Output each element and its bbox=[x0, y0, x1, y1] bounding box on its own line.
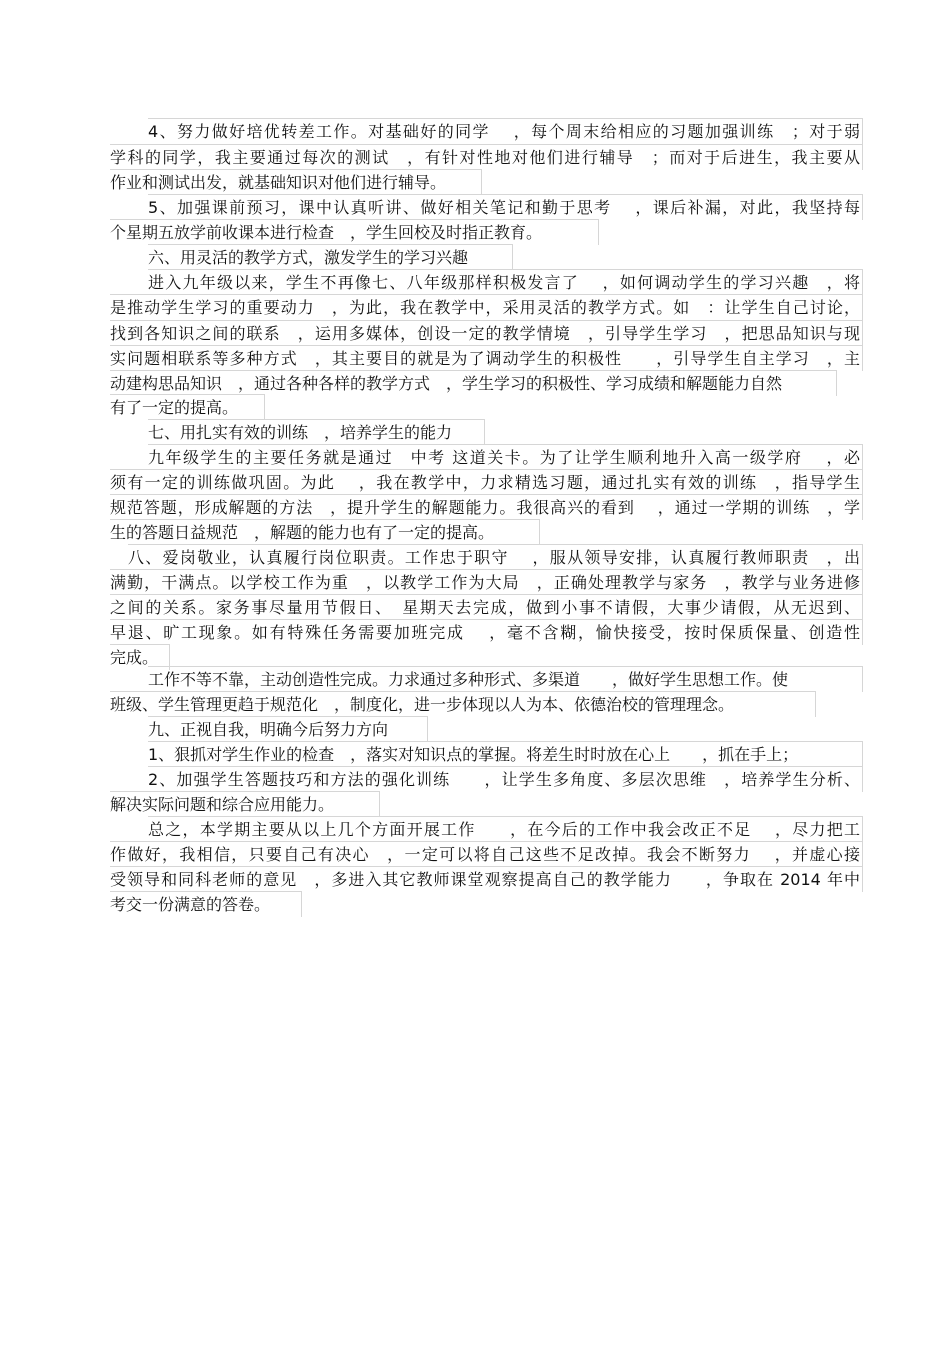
paragraph-4-line-2: 学科的同学，我主要通过每次的测试 ，有针对性地对他们进行辅导 ；而对于后进生，我主要从 bbox=[110, 144, 863, 170]
paragraph-8-line-2: 满勤，干满点。以学校工作为重 ，以教学工作为大局 ，正确处理教学与家务 ，教学与业务进修 bbox=[110, 569, 863, 595]
item-2-line-1: 2、加强学生答题技巧和方法的强化训练 ，让学生多角度、多层次思维 ，培养学生分析、 bbox=[148, 766, 863, 792]
paragraph-9-line-2: 班级、学生管理更趋于规范化 ，制度化，进一步体现以人为本、依德治校的管理理念。 bbox=[110, 691, 816, 717]
paragraph-7-line-1: 九年级学生的主要任务就是通过 中考 这道关卡。为了让学生顺利地升入高一级学府 ，必 bbox=[148, 444, 863, 470]
section-7-heading: 七、用扎实有效的训练 ，培养学生的能力 bbox=[148, 419, 485, 445]
item-1-line-1: 1、狠抓对学生作业的检查 ，落实对知识点的掌握。将差生时时放在心上 ，抓在手上； bbox=[148, 741, 863, 767]
paragraph-6-line-6: 有了一定的提高。 bbox=[110, 394, 265, 420]
paragraph-7-line-4: 生的答题日益规范 ，解题的能力也有了一定的提高。 bbox=[110, 519, 540, 545]
paragraph-8-line-3: 之间的关系。家务事尽量用节假日、 星期天去完成，做到小事不请假，大事少请假，从无迟到、 bbox=[110, 594, 863, 620]
conclusion-line-4: 考交一份满意的答卷。 bbox=[110, 891, 302, 917]
item-2-line-2: 解决实际问题和综合应用能力。 bbox=[110, 791, 380, 817]
paragraph-4-line-3: 作业和测试出发，就基础知识对他们进行辅导。 bbox=[110, 169, 482, 195]
paragraph-6-line-3: 找到各知识之间的联系 ，运用多媒体，创设一定的教学情境 ，引导学生学习 ，把思品知识与现 bbox=[110, 320, 863, 346]
paragraph-4-line-1: 4、努力做好培优转差工作。对基础好的同学 ，每个周末给相应的习题加强训练 ；对于弱 bbox=[148, 118, 863, 144]
section-9-heading: 九、正视自我，明确今后努力方向 bbox=[148, 716, 428, 742]
paragraph-9-line-1: 工作不等不靠，主动创造性完成。力求通过多种形式、多渠道 ，做好学生思想工作。使 bbox=[148, 666, 863, 692]
paragraph-8-line-1: 八、爱岗敬业，认真履行岗位职责。工作忠于职守 ，服从领导安排，认真履行教师职责 ，出 bbox=[128, 544, 863, 570]
paragraph-5-line-1: 5、加强课前预习，课中认真听讲、做好相关笔记和勤于思考 ，课后补漏，对此，我坚持每 bbox=[148, 194, 863, 220]
paragraph-6-line-2: 是推动学生学习的重要动力 ，为此，我在教学中，采用灵活的教学方式。如 ：让学生自己讨论， bbox=[110, 294, 863, 320]
conclusion-line-1: 总之，本学期主要从以上几个方面开展工作 ，在今后的工作中我会改正不足 ，尽力把工 bbox=[148, 816, 863, 842]
conclusion-line-2: 作做好，我相信，只要自己有决心 ，一定可以将自己这些不足改掉。我会不断努力 ，并虚心接 bbox=[110, 841, 863, 867]
paragraph-7-line-3: 规范答题，形成解题的方法 ，提升学生的解题能力。我很高兴的看到 ，通过一学期的训练 ，学 bbox=[110, 494, 863, 520]
paragraph-6-line-4: 实问题相联系等多种方式 ，其主要目的就是为了调动学生的积极性 ，引导学生自主学习 ，主 bbox=[110, 345, 863, 371]
paragraph-6-line-1: 进入九年级以来，学生不再像七、八年级那样积极发言了 ，如何调动学生的学习兴趣 ，将 bbox=[148, 269, 863, 295]
paragraph-7-line-2: 须有一定的训练做巩固。为此 ，我在教学中，力求精选习题，通过扎实有效的训练 ，指导学生 bbox=[110, 469, 863, 495]
paragraph-5-line-2: 个星期五放学前收课本进行检查 ，学生回校及时指正教育。 bbox=[110, 219, 599, 245]
paragraph-8-line-5: 完成。 bbox=[110, 644, 170, 670]
paragraph-6-line-5: 动建构思品知识 ，通过各种各样的教学方式 ，学生学习的积极性、学习成绩和解题能力自然 bbox=[110, 370, 837, 396]
section-6-heading: 六、用灵活的教学方式，激发学生的学习兴趣 bbox=[148, 244, 513, 270]
conclusion-line-3: 受领导和同科老师的意见 ，多进入其它教师课堂观察提高自己的教学能力 ，争取在 2014 年中 bbox=[110, 866, 863, 892]
paragraph-8-line-4: 早退、旷工现象。如有特殊任务需要加班完成 ，毫不含糊，愉快接受，按时保质保量、创造性 bbox=[110, 619, 863, 645]
